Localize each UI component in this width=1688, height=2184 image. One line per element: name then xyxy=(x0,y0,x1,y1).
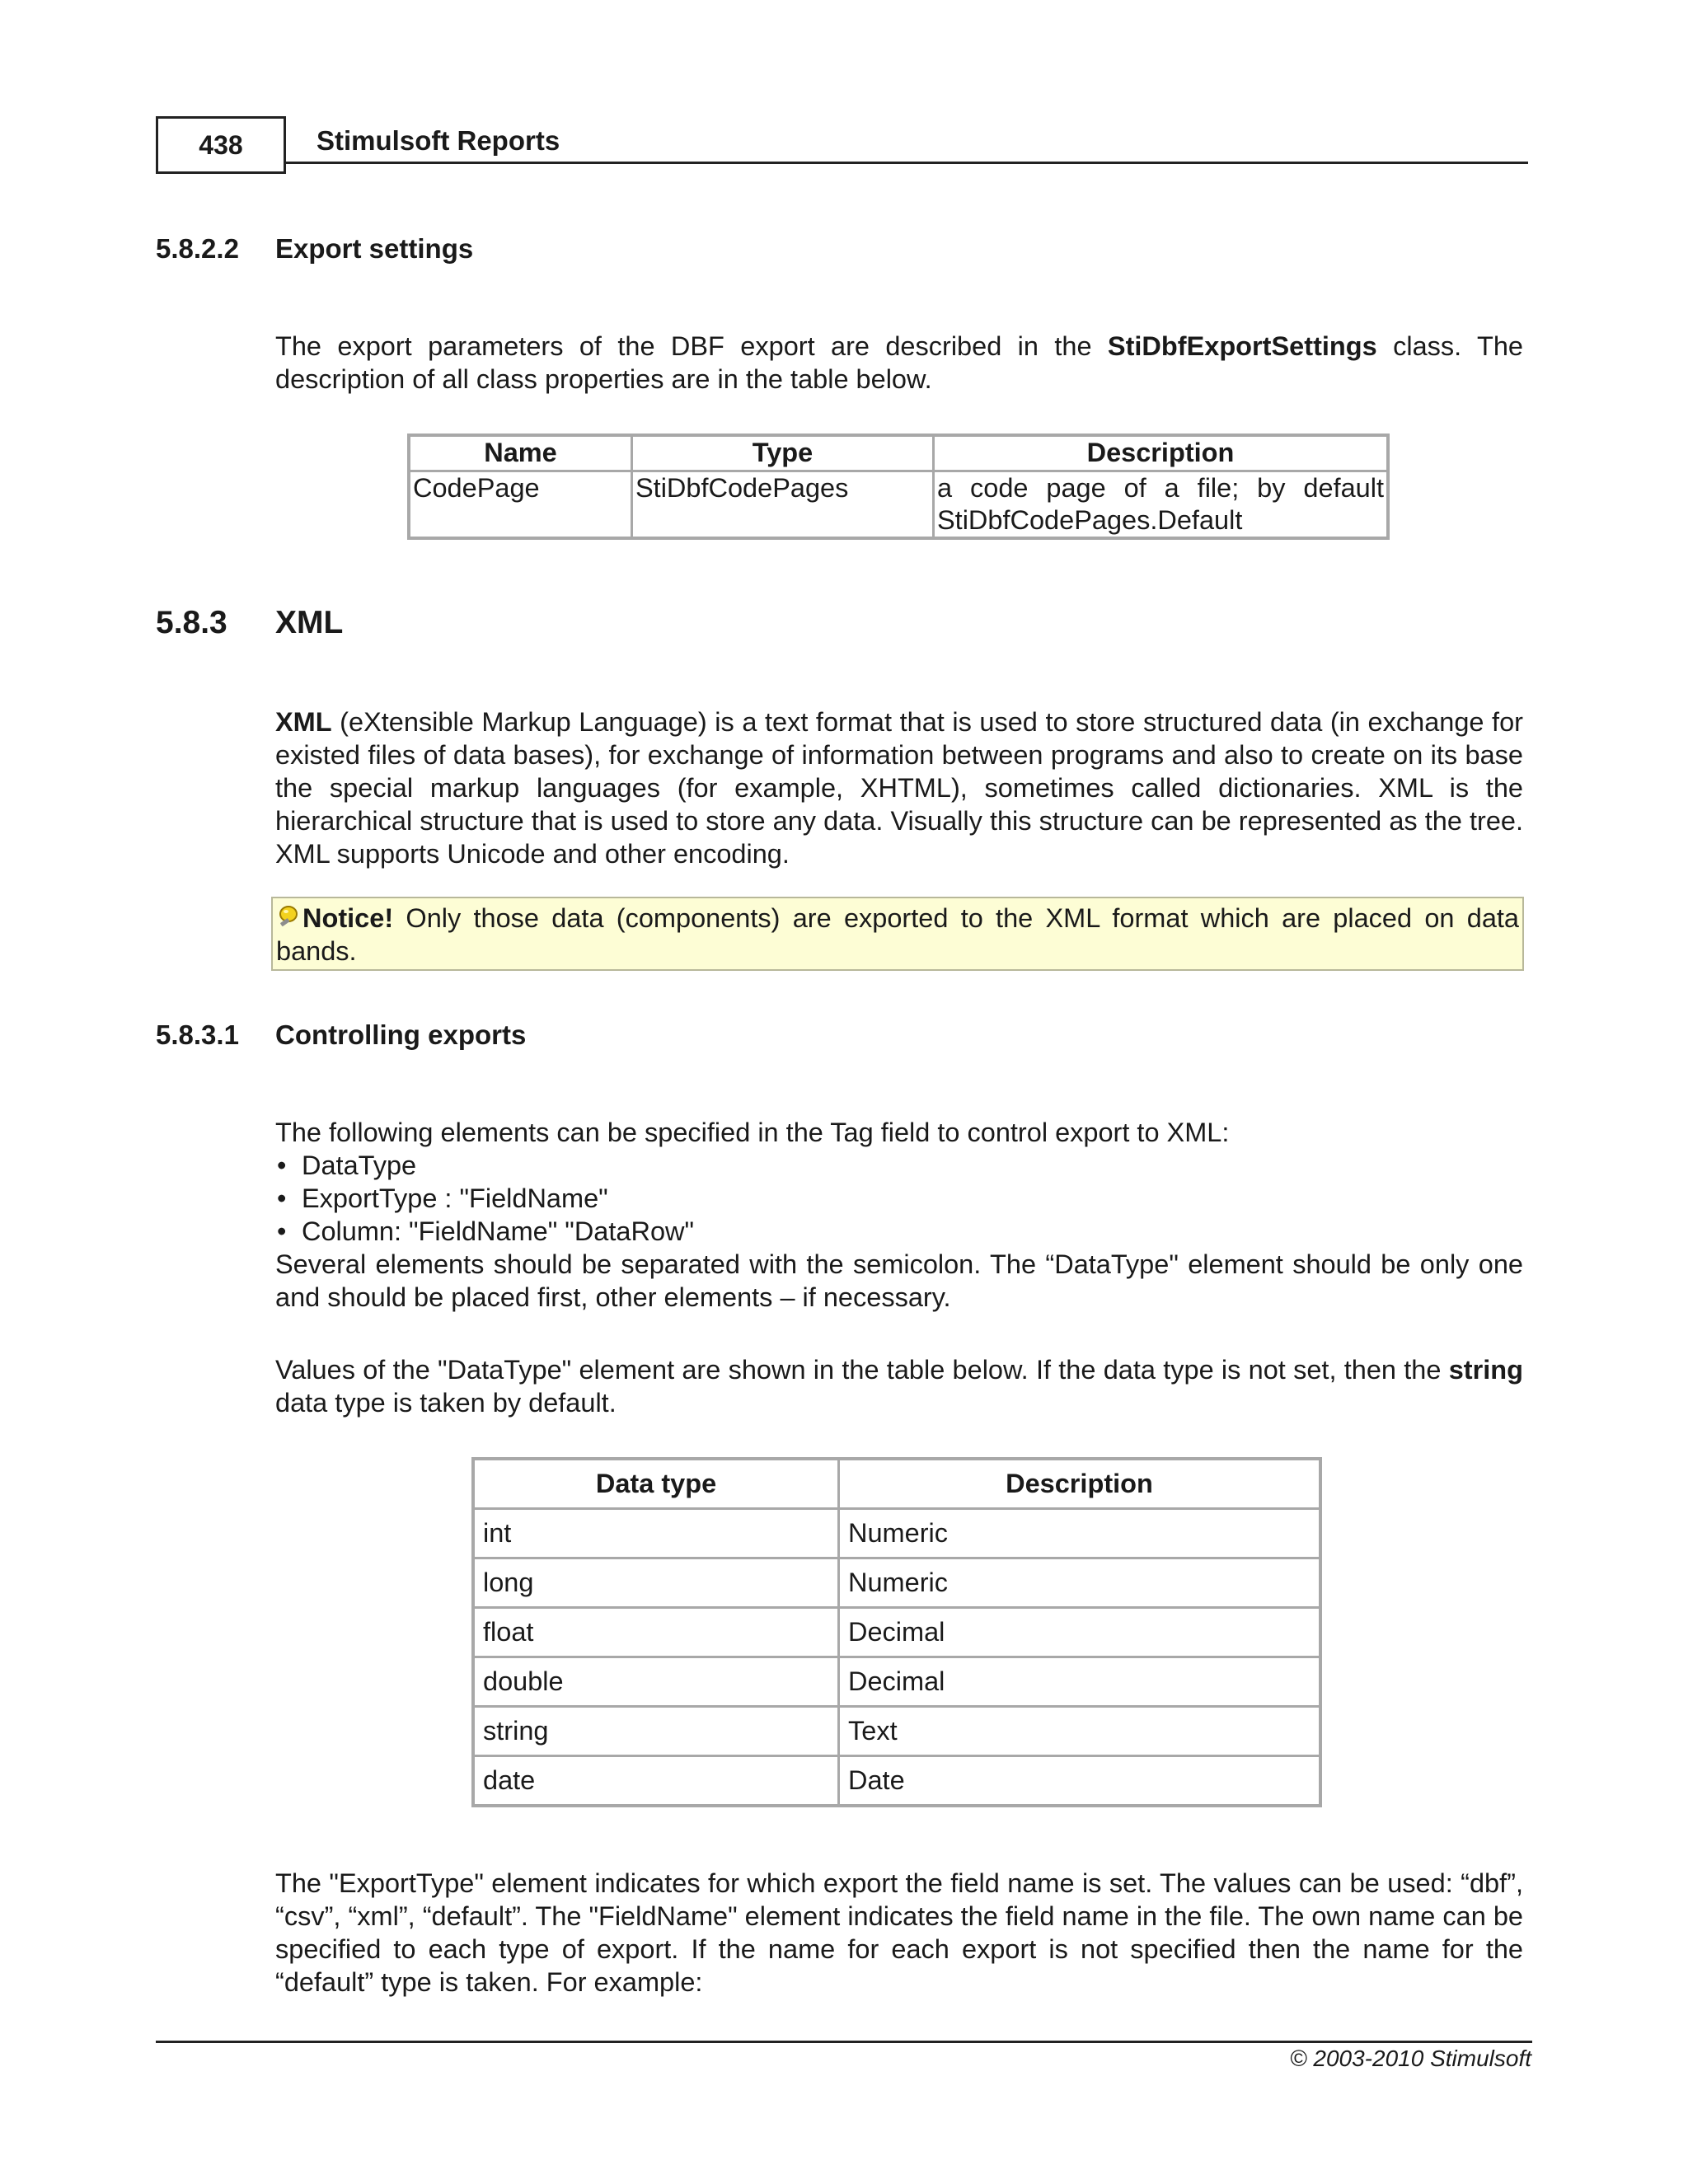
string-keyword: string xyxy=(1448,1355,1523,1385)
dbf-properties-table xyxy=(407,434,1390,540)
cell-description: Numeric xyxy=(839,1558,1321,1608)
footer-divider xyxy=(156,2041,1532,2043)
section-title-xml: XML xyxy=(275,605,344,640)
column-header-name: Name xyxy=(409,435,632,471)
cell-data-type: date xyxy=(473,1756,839,1807)
table-row xyxy=(473,1657,1320,1707)
table-row xyxy=(473,1509,1320,1558)
section-title-export-settings: Export settings xyxy=(275,233,474,264)
controlling-exports-lead: The following elements can be specified in the Tag field to control export to XML: xyxy=(275,1118,1230,1147)
list-item: • DataType xyxy=(275,1149,1523,1182)
cell-data-type: float xyxy=(473,1608,839,1657)
cell-data-type: double xyxy=(473,1657,839,1707)
cell-description: Decimal xyxy=(839,1608,1321,1657)
table-header-row xyxy=(473,1459,1320,1509)
cell-type: StiDbfCodePages xyxy=(632,471,934,539)
column-header-data-type: Data type xyxy=(473,1459,839,1509)
column-header-description: Description xyxy=(839,1459,1321,1509)
cell-data-type: long xyxy=(473,1558,839,1608)
footer-copyright: © 2003-2010 Stimulsoft xyxy=(1289,2046,1531,2071)
xml-term: XML xyxy=(275,707,332,737)
notice-box xyxy=(271,897,1524,971)
header-divider xyxy=(286,162,1528,164)
datatype-table xyxy=(471,1457,1322,1807)
section-number-5822: 5.8.2.2 xyxy=(156,233,239,264)
table-row xyxy=(473,1608,1320,1657)
table-row xyxy=(473,1756,1320,1807)
xml-intro-paragraph: XML (eXtensible Markup Language) is a text format that is used to store structured data (in exchange for existed files of data bases), for exchange of information between programs and also to create on its base the special markup languages (for example, XHTML), sometimes called dictionaries. XML is the hierarchical structure that is used to store any data. Visually this structure can be represented as the tree. XML supports Unicode and other encoding. xyxy=(275,707,1523,869)
table-row xyxy=(473,1707,1320,1756)
lightbulb-icon xyxy=(276,904,301,929)
column-header-description: Description xyxy=(934,435,1389,471)
table-row xyxy=(473,1558,1320,1608)
export-settings-intro: The export parameters of the DBF export are described in the StiDbfExportSettings class. The description of all class properties are in the table below. xyxy=(275,331,1523,394)
cell-name: CodePage xyxy=(409,471,632,539)
cell-data-type: string xyxy=(473,1707,839,1756)
cell-description: Date xyxy=(839,1756,1321,1807)
column-header-type: Type xyxy=(632,435,934,471)
section-number-5831: 5.8.3.1 xyxy=(156,1019,239,1050)
cell-description: Text xyxy=(839,1707,1321,1756)
cell-data-type: int xyxy=(473,1509,839,1558)
datatype-values-paragraph: Values of the "DataType" element are shown in the table below. If the data type is not set, then the string data type is taken by default. xyxy=(275,1355,1523,1418)
exporttype-paragraph: The "ExportType" element indicates for which export the field name is set. The values can be used: “dbf”, “csv”, “xml”, “default”. The "FieldName" element indicates the field name in the file. The own name can be specified to each type of export. If the name for each export is not specified then the name for the “default” type is taken. For example: xyxy=(275,1868,1523,1997)
list-item: • Column: "FieldName" "DataRow" xyxy=(275,1215,1523,1248)
list-item: • ExportType : "FieldName" xyxy=(275,1182,1523,1215)
notice-text: Only those data (components) are exported to the XML format which are placed on data bands. xyxy=(276,903,1519,966)
class-name-stidbfexportsettings: StiDbfExportSettings xyxy=(1107,331,1377,361)
page-number: 438 xyxy=(156,116,286,174)
section-number-583: 5.8.3 xyxy=(156,605,227,640)
cell-description: a code page of a file; by default StiDbfCodePages.Default xyxy=(934,471,1389,539)
running-header-title: Stimulsoft Reports xyxy=(316,125,560,156)
tag-elements-list xyxy=(275,1149,1523,1248)
table-header-row xyxy=(409,435,1388,471)
notice-label: Notice! xyxy=(302,903,394,933)
cell-description: Decimal xyxy=(839,1657,1321,1707)
table-row xyxy=(409,471,1388,539)
cell-description: Numeric xyxy=(839,1509,1321,1558)
section-title-controlling-exports: Controlling exports xyxy=(275,1019,527,1050)
separator-paragraph: Several elements should be separated with the semicolon. The “DataType" element should be only one and should be placed first, other elements – if necessary. xyxy=(275,1249,1523,1312)
